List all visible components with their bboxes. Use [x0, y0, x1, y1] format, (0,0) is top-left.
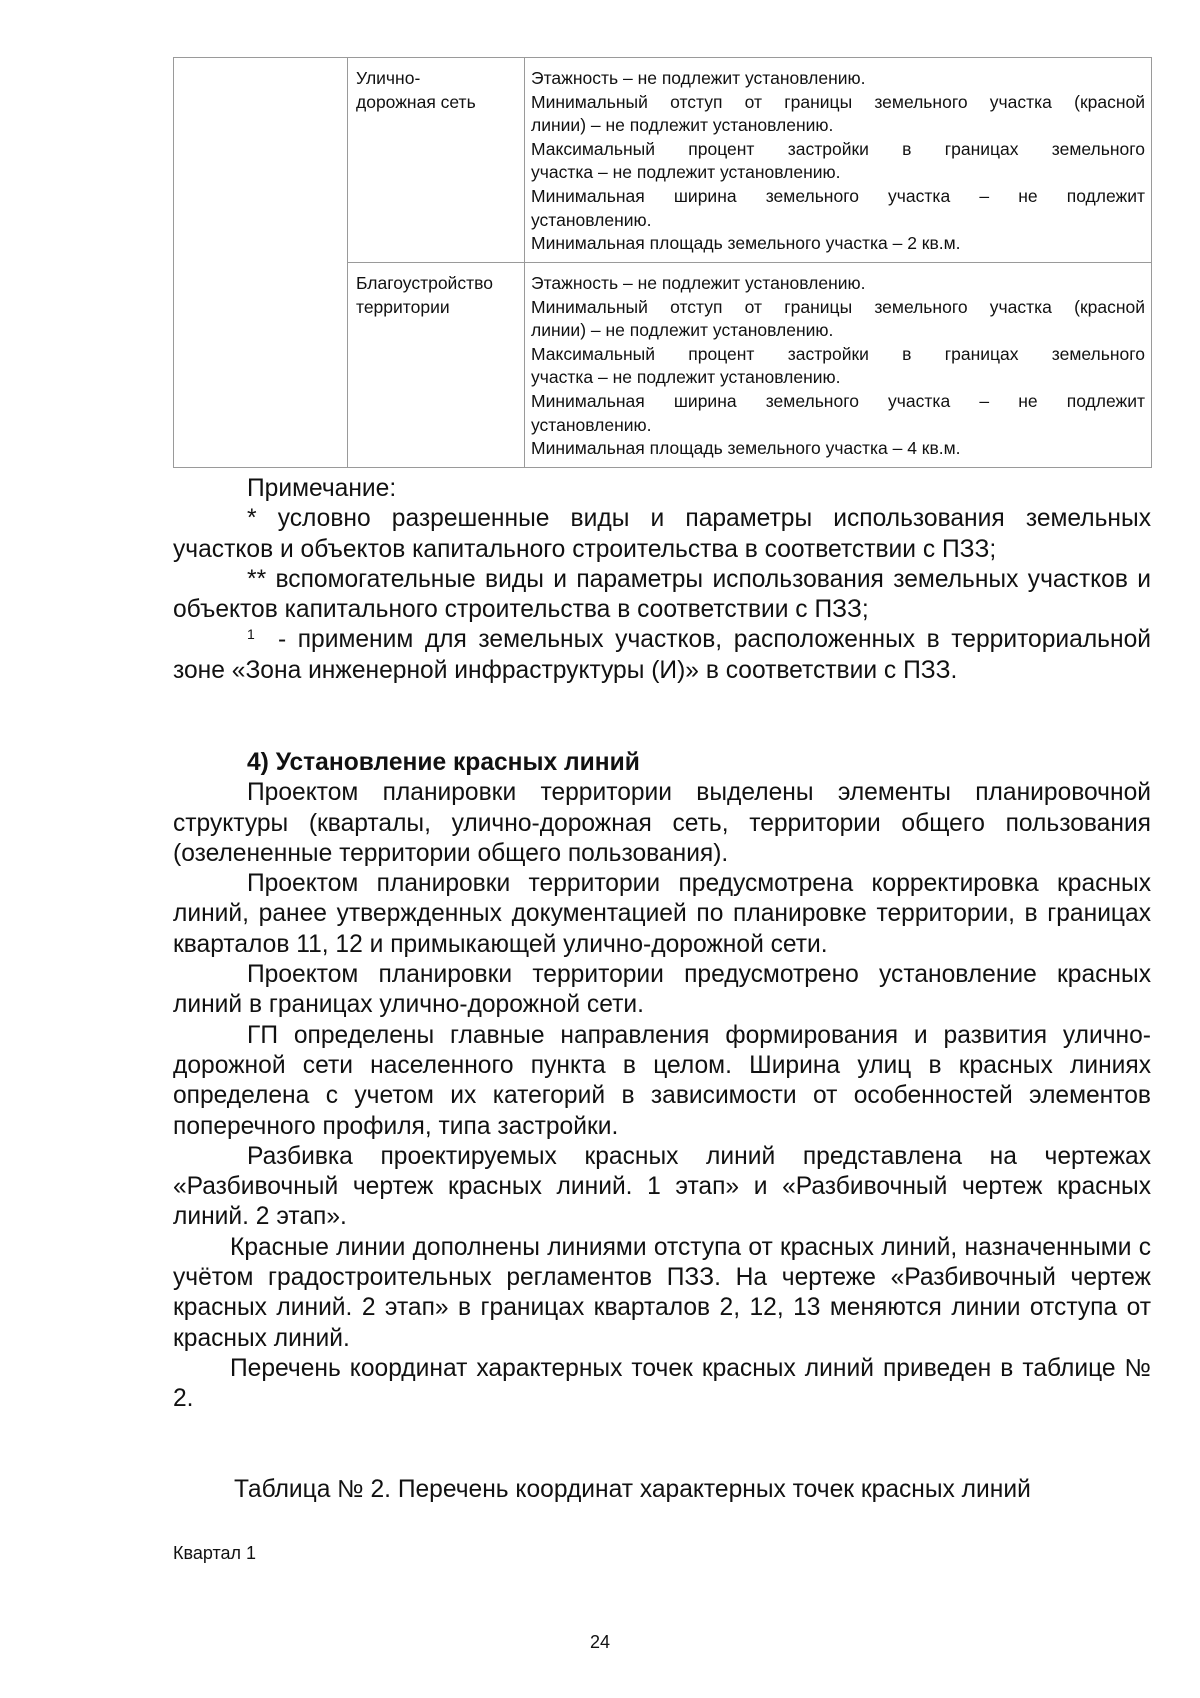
row-name-line: Улично- [356, 68, 421, 88]
description-line: Этажность – не подлежит установлению. [531, 273, 866, 293]
note-item-text: - применим для земельных участков, расположенных в территориальной зоне «Зона инженерной инфраструктуры (И)» в соответствии с ПЗЗ. [173, 626, 1151, 684]
description-line: линии) – не подлежит установлению. [531, 115, 834, 136]
paragraph: Разбивка проектируемых красных линий представлена на чертежах «Разбивочный чертеж красных линий. 1 этап» и «Разбивочный чертеж красных линий. 2 этап». [173, 1142, 1151, 1231]
table-cell-description [525, 263, 1152, 468]
note-item: ** вспомогательные виды и параметры использования земельных участков и объектов капитального строительства в соответствии с ПЗЗ; [173, 565, 1151, 624]
section-heading: 4) Установление красных линий [247, 749, 640, 776]
row-name-line: Благоустройство [356, 273, 493, 293]
section-block [173, 748, 1151, 1415]
table-cell-name [348, 58, 525, 263]
table-cell-name [348, 263, 525, 468]
description-line: Минимальный отступ от границы земельного участка (красной [531, 296, 1145, 317]
description-line: Этажность – не подлежит установлению. [531, 68, 866, 88]
description-line: Минимальная площадь земельного участка – 4 кв.м. [531, 438, 961, 459]
description-line: участка – не подлежит установлению. [531, 367, 841, 388]
paragraph: Проектом планировки территории предусмотрено установление красных линий в границах улично-дорожной сети. [173, 961, 1151, 1019]
quarter-label: Квартал 1 [173, 1543, 257, 1563]
parameters-table [173, 57, 1152, 468]
description-line: участка – не подлежит установлению. [531, 162, 841, 183]
paragraph: ГП определены главные направления формирования и развития улично-дорожной сети населенного пункта в целом. Ширина улиц в красных линиях определена с учетом их категорий в зависимости от особенностей элементов поперечного профиля, типа застройки. [173, 1021, 1151, 1140]
description-line: Минимальный отступ от границы земельного участка (красной [531, 91, 1145, 112]
paragraph: Красные линии дополнены линиями отступа от красных линий, назначенными с учётом градостроительных регламентов ПЗЗ. На чертеже «Разбивочный чертеж красных линий. 2 этап» в границах кварталов 2, 12, 13 меняются линии отступа от красных линий. [173, 1233, 1151, 1352]
table-caption: Таблица № 2. Перечень координат характерных точек красных линий [234, 1476, 1031, 1503]
description-line: Минимальная ширина земельного участка – не подлежит [531, 390, 1145, 411]
note-title: Примечание: [247, 475, 397, 502]
description-line: Минимальная площадь земельного участка – 2 кв.м. [531, 233, 961, 254]
table-merged-cell [174, 58, 348, 468]
page-number: 24 [589, 1632, 611, 1652]
footnote-mark: 1 [247, 626, 255, 643]
row-name-line: дорожная сеть [356, 91, 476, 112]
paragraph: Перечень координат характерных точек красных линий приведен в таблице № 2. [173, 1354, 1151, 1413]
description-line: Максимальный процент застройки в границах земельного [531, 138, 1145, 159]
description-line: линии) – не подлежит установлению. [531, 320, 834, 341]
description-line: установлению. [531, 414, 652, 435]
paragraph: Проектом планировки территории выделены элементы планировочной структуры (кварталы, улично-дорожная сеть, территории общего пользования (озелененные территории общего пользования). [173, 779, 1151, 867]
note-block [173, 474, 1151, 686]
row-name-line: территории [356, 296, 450, 317]
table-cell-description [525, 58, 1152, 263]
table-row [174, 58, 1152, 263]
description-line: Минимальная ширина земельного участка – не подлежит [531, 185, 1145, 206]
description-line: установлению. [531, 209, 652, 230]
paragraph: Проектом планировки территории предусмотрена корректировка красных линий, ранее утвержденных документацией по планировке территории, в границах кварталов 11, 12 и примыкающей улично-дорожной сети. [173, 870, 1151, 958]
description-line: Максимальный процент застройки в границах земельного [531, 343, 1145, 364]
note-item: * условно разрешенные виды и параметры использования земельных участков и объектов капитального строительства в соответствии с ПЗЗ; [173, 505, 1151, 563]
note-item [173, 625, 1151, 686]
